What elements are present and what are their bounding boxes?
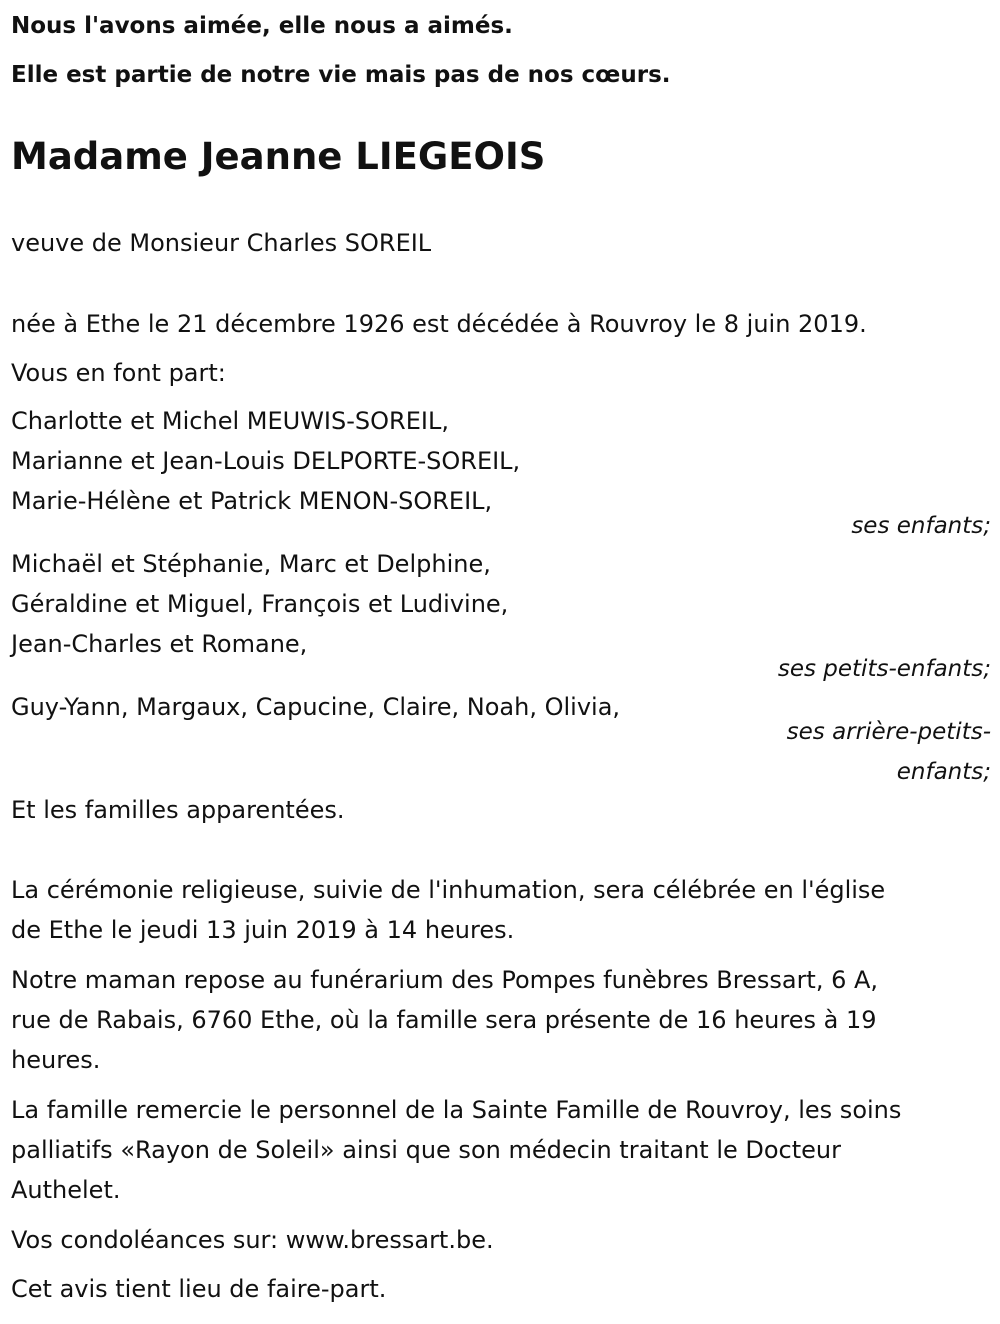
widow-of-line: veuve de Monsieur Charles SOREIL	[11, 229, 432, 257]
child-line-1: Charlotte et Michel MEUWIS-SOREIL,	[11, 407, 449, 435]
thanks-line-3: Authelet.	[11, 1176, 121, 1204]
child-line-2: Marianne et Jean-Louis DELPORTE-SOREIL,	[11, 447, 521, 475]
notice-line: Cet avis tient lieu de faire-part.	[11, 1275, 387, 1303]
great-grandchild-line: Guy-Yann, Margaux, Capucine, Claire, Noah, Olivia,	[11, 693, 621, 721]
thanks-line-2: palliatifs «Rayon de Soleil» ainsi que son médecin traitant le Docteur	[11, 1136, 842, 1164]
birth-death-line: née à Ethe le 21 décembre 1926 est décédée à Rouvroy le 8 juin 2019.	[11, 310, 867, 338]
grandchild-line-2: Géraldine et Miguel, François et Ludivine,	[11, 590, 509, 618]
deceased-name: Madame Jeanne LIEGEOIS	[11, 135, 546, 178]
thanks-line-1: La famille remercie le personnel de la Sainte Famille de Rouvroy, les soins	[11, 1096, 902, 1124]
funerarium-line-2: rue de Rabais, 6760 Ethe, où la famille sera présente de 16 heures à 19	[11, 1006, 877, 1034]
funerarium-line-1: Notre maman repose au funérarium des Pompes funèbres Bressart, 6 A,	[11, 966, 879, 994]
great-grandchildren-role-1: ses arrière-petits-	[786, 719, 991, 745]
children-role: ses enfants;	[851, 513, 991, 539]
great-grandchildren-role-2: enfants;	[896, 759, 991, 785]
grandchild-line-3: Jean-Charles et Romane,	[11, 630, 308, 658]
families-line: Et les familles apparentées.	[11, 796, 345, 824]
announcers-intro: Vous en font part:	[11, 359, 226, 387]
ceremony-line-1: La cérémonie religieuse, suivie de l'inhumation, sera célébrée en l'église	[11, 876, 886, 904]
ceremony-line-2: de Ethe le jeudi 13 juin 2019 à 14 heures.	[11, 916, 515, 944]
grandchild-line-1: Michaël et Stéphanie, Marc et Delphine,	[11, 550, 491, 578]
funerarium-line-3: heures.	[11, 1046, 101, 1074]
condolences-line: Vos condoléances sur: www.bressart.be.	[11, 1226, 494, 1254]
grandchildren-role: ses petits-enfants;	[777, 656, 991, 682]
child-line-3: Marie-Hélène et Patrick MENON-SOREIL,	[11, 487, 493, 515]
quote-line-1: Nous l'avons aimée, elle nous a aimés.	[11, 13, 513, 39]
quote-line-2: Elle est partie de notre vie mais pas de nos cœurs.	[11, 62, 671, 88]
